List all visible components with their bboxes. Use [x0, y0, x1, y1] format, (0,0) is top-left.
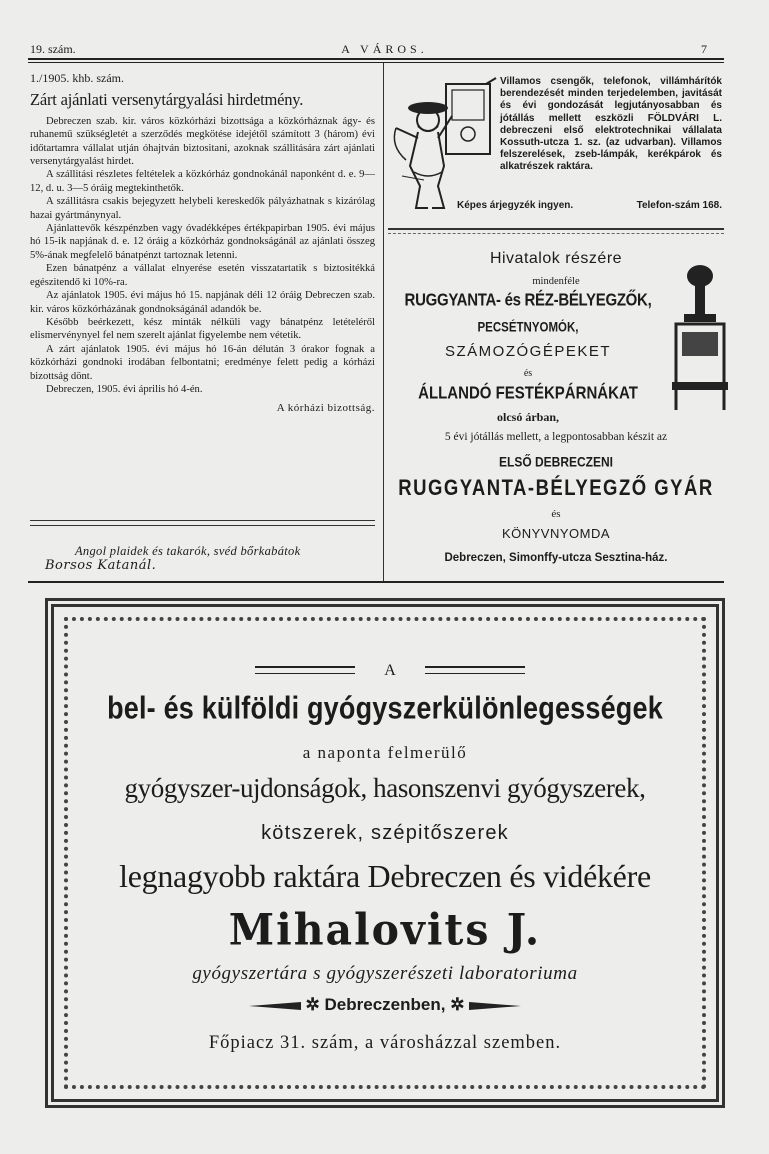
- issue-number: 19. szám.: [30, 42, 76, 56]
- pharmacy-ad-city-name: Debreczenben,: [324, 995, 446, 1014]
- divider: [30, 525, 375, 526]
- pharmacy-ad-text: a naponta felmerülő: [302, 743, 468, 762]
- divider: [388, 228, 724, 230]
- notice-title: Zárt ajánlati versenytárgyalási hirdetmény.: [30, 90, 304, 110]
- notice-paragraph: Később beérkezett, kész minták nélküli vagy bánatpénz letételéről elismervénynyel fel nem szerelt ajánlat figyelembe nem vétetik.: [30, 316, 375, 342]
- asterisk-ornament-icon: ✲: [305, 995, 320, 1014]
- stamp-ad-address: Debreczen, Simonffy-utcza Sesztina-ház.: [444, 552, 668, 564]
- textile-ad-line: Angol plaidek és takarók, svéd bőrkabátok: [75, 544, 301, 558]
- stamp-ad-text: SZÁMOZÓGÉPEKET: [444, 343, 612, 360]
- stamp-ad-text: és: [523, 368, 533, 379]
- publication-title: A VÁROS.: [341, 42, 428, 56]
- stamp-ad-text: 5 évi jótállás mellett, a legpontosabban készit az: [444, 431, 668, 443]
- price-list-note: Képes árjegyzék ingyen.: [457, 200, 574, 211]
- textile-ad-shop: Borsos Katanál.: [45, 558, 157, 573]
- pharmacy-ad-a-line: [255, 662, 525, 684]
- page-number: 7: [701, 42, 707, 56]
- stamp-ad-text: és: [551, 508, 561, 520]
- pharmacy-ad-text: gyógyszertára s gyógyszerészeti laboratoriuma: [192, 963, 578, 984]
- arrow-right-ornament-icon: [469, 1001, 521, 1011]
- stamp-ad-text: KÖNYVNYOMDA: [501, 526, 611, 541]
- header-rule: [28, 58, 724, 63]
- pharmacy-ad-name: Mihalovits J.: [228, 904, 542, 956]
- notice-paragraph: A szállitásra csakis bejegyzett helybeli kereskedők pályázhatnak s kizárólag hazai gyártmánynyal.: [30, 196, 375, 221]
- notice-paragraph: Ajánlattevők készpénzben vagy óvadékképes értékpapirban 1905. évi május hó 15-ik napjának d. e. 12 óráig a közkórház gondnokságánál az ajánlati összeg 5%-ának megfelelő bánatpénzt tartoznak letenni.: [30, 223, 375, 261]
- stamp-ad-text: mindenféle: [532, 276, 580, 287]
- notice-date: Debreczen, 1905. évi április hó 4-én.: [46, 383, 203, 395]
- divider: [388, 233, 724, 234]
- stamp-ad-heading: Hivatalok részére: [489, 250, 623, 267]
- arrow-left-ornament-icon: [249, 1001, 301, 1011]
- pharmacy-ad-a: A: [384, 662, 396, 679]
- asterisk-ornament-icon: ✲: [450, 995, 465, 1014]
- pharmacy-ad-text: legnagyobb raktára Debreczen és vidékére: [119, 858, 651, 894]
- column-divider: [383, 63, 384, 581]
- stamp-ad-text: olcsó árban,: [496, 410, 559, 424]
- phone-number: Telefon-szám 168.: [636, 200, 722, 211]
- divider: [28, 581, 724, 583]
- tender-notice: [30, 72, 375, 416]
- pharmacy-ad-text: kötszerek, szépitőszerek: [261, 822, 509, 844]
- pharmacy-ad-address: Főpiacz 31. szám, a városházzal szemben.: [208, 1033, 562, 1053]
- pharmacy-ad-city: [45, 995, 725, 1015]
- notice-signature: A kórházi bizottság.: [276, 402, 375, 415]
- pharmacy-ad-text: gyógyszer-ujdonságok, hasonszenvi gyógyszerek,: [124, 773, 646, 803]
- pharmacy-ad-headline: bel- és külföldi gyógyszerkülönlegességek: [107, 690, 663, 726]
- notice-paragraph: Debreczen szab. kir. város közkórházi bizottsága a közkórháznak ágy- és ruhanemű szükségletét a szerződés megkötése idejétől számított 3 (három) évi időtartamra vállalat utján óhajtván biztositani, azoknak szállitására zárt ajánlati versenytárgyalást hirdet.: [30, 115, 375, 168]
- divider: [30, 520, 375, 521]
- notice-reference: 1./1905. khb. szám.: [30, 71, 124, 85]
- stamp-ad-text: ÁLLANDÓ FESTÉKPÁRNÁKAT: [418, 383, 638, 404]
- stamp-ad-text: ELSŐ DEBRECZENI: [498, 453, 613, 471]
- notice-paragraph: A szállitási részletes feltételek a közkórház gondnokánál naponként d. e. 9—12, d. u. 3—5 óráig megtekinthetők.: [30, 169, 375, 194]
- stamp-ad-text: RUGGYANTA- és RÉZ-BÉLYEGZŐK,: [404, 290, 652, 311]
- stamp-ad-company: RUGGYANTA-BÉLYEGZŐ GYÁR: [398, 474, 714, 500]
- rubber-stamp-icon: [670, 262, 730, 414]
- electric-ad-text: Villamos csengők, telefonok, villámhárítók berendezését minden terjedelemben, javitását és évi gondozását legjutányosabban és jótállás mellett eszközli FÖLDVÁRI L. debreczeni első elektrotechnikai vállalata Kossuth-utcza 1. sz. (az udvarban). Villamos felszerelések, zseb-lámpák, kerékpárok és alkatrészek raktára.: [500, 76, 722, 173]
- telephone-man-illustration-icon: [388, 76, 500, 216]
- stamp-ad-text: PECSÉTNYOMÓK,: [477, 320, 579, 336]
- notice-paragraph: Az ajánlatok 1905. évi május hó 15. napjának déli 12 óráig Debreczen szab. kir. város közkórházának gondnokságánál adandók be.: [30, 290, 375, 315]
- notice-paragraph: Ezen bánatpénz a vállalat elnyerése esetén visszatartatik s biztositékká egészitendő ki 10%-ra.: [30, 263, 375, 288]
- notice-paragraph: A zárt ajánlatok 1905. évi május hó 16-án délután 3 órakor fognak a közkórházi gondnoki irodában felbontatni; eredménye felett pedig a kórházi bizottság dönt.: [30, 343, 375, 382]
- pharmacy-ad-inner-border: [64, 617, 706, 1089]
